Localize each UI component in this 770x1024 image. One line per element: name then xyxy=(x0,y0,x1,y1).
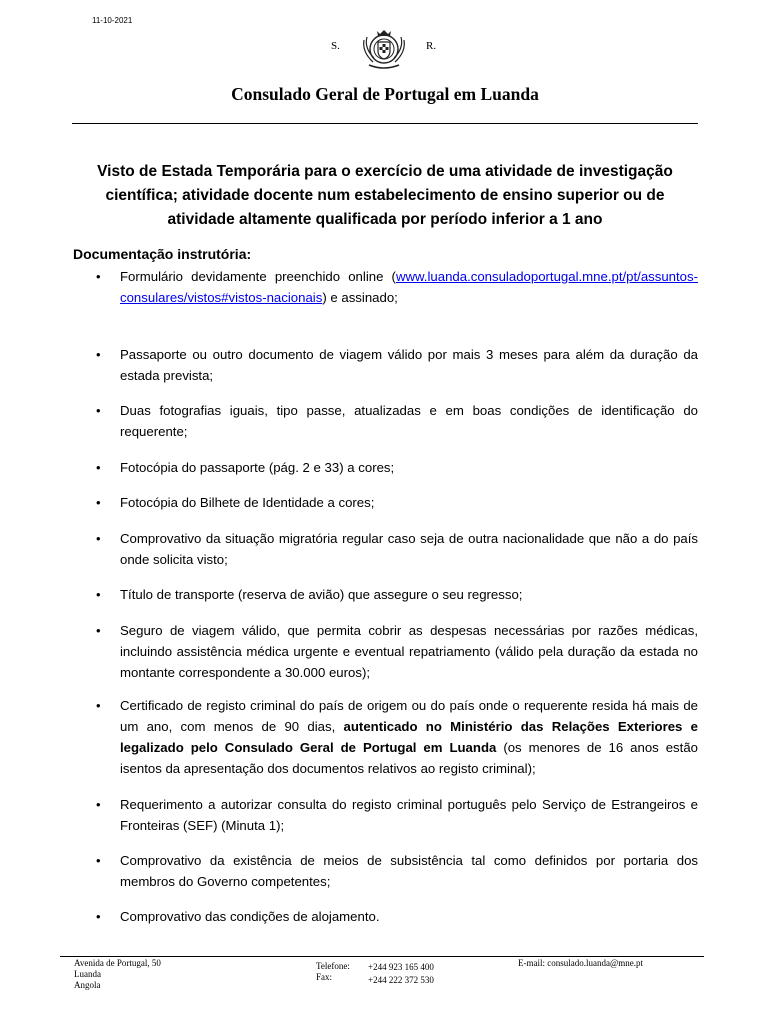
list-item-text: (os menores de 16 anos estão isentos da apresentação dos documentos relativos ao registo criminal); xyxy=(120,740,698,776)
bullet: • xyxy=(96,853,101,868)
list-item: Comprovativo das condições de alojamento. xyxy=(120,909,380,924)
document-title: Visto de Estada Temporária para o exercício de uma atividade de investigação científica; atividade docente num estabelecimento de ensino superior ou de atividade altamente qualificada por período inferior a 1 ano xyxy=(97,163,673,228)
bullet: • xyxy=(96,587,101,602)
bullet: • xyxy=(96,269,101,284)
list-item xyxy=(120,266,698,308)
list-item: Seguro de viagem válido, que permita cobrir as despesas necessárias por razões médicas, incluindo assistência médica urgente e eventual repatriamento (válido pela duração da estada no montante correspondente a 30.000 euros); xyxy=(120,623,698,680)
letterhead-left-letter: S. xyxy=(331,40,340,52)
list-item: Duas fotografias iguais, tipo passe, atualizadas e em boas condições de identificação do requerente; xyxy=(120,403,698,439)
footer-phone-numbers xyxy=(368,961,434,987)
bullet: • xyxy=(96,698,101,713)
bullet: • xyxy=(96,347,101,362)
footer-fax-label: Fax: xyxy=(316,972,333,982)
list-item: Fotocópia do passaporte (pág. 2 e 33) a cores; xyxy=(120,460,395,475)
footer-address-line: Luanda xyxy=(74,969,101,979)
list-item: Fotocópia do Bilhete de Identidade a cores; xyxy=(120,495,375,510)
bullet: • xyxy=(96,495,101,510)
section-heading: Documentação instrutória: xyxy=(73,246,252,262)
footer-address-line: Angola xyxy=(74,980,101,990)
list-item xyxy=(120,695,698,779)
document-date: 11-10-2021 xyxy=(92,16,133,25)
footer-phone: +244 923 165 400 xyxy=(368,962,434,972)
coat-of-arms-icon xyxy=(357,24,411,70)
list-item: Título de transporte (reserva de avião) que assegure o seu regresso; xyxy=(120,587,523,602)
bullet: • xyxy=(96,909,101,924)
list-item-emphasis: autenticado no Ministério das Relações Exteriores e legalizado pelo Consulado Geral de Portugal em Luanda xyxy=(120,719,698,755)
list-item: Passaporte ou outro documento de viagem válido por mais 3 meses para além da duração da estada prevista; xyxy=(120,347,698,383)
bullet: • xyxy=(96,531,101,546)
footer-phone-labels xyxy=(316,961,350,983)
list-item: Comprovativo da existência de meios de subsistência tal como definidos por portaria dos membros do Governo competentes; xyxy=(120,853,698,889)
letterhead-emblem xyxy=(0,24,770,70)
list-item-text: Certificado de registo criminal do país de origem ou do país onde o requerente resida há mais de um ano, com menos de 90 dias, xyxy=(120,698,698,734)
footer-email: E-mail: consulado.luanda@mne.pt xyxy=(518,958,644,968)
footer-fax: +244 222 372 530 xyxy=(368,975,434,985)
online-form-link[interactable]: www.luanda.consuladoportugal.mne.pt/pt/assuntos-consulares/vistos#vistos-nacionais xyxy=(120,269,698,305)
header-divider xyxy=(72,123,698,124)
footer-address xyxy=(74,958,161,991)
consulate-name: Consulado Geral de Portugal em Luanda xyxy=(231,84,539,104)
bullet: • xyxy=(96,403,101,418)
bullet: • xyxy=(96,623,101,638)
list-item: Requerimento a autorizar consulta do registo criminal português pelo Serviço de Estrangeiros e Fronteiras (SEF) (Minuta 1); xyxy=(120,797,698,833)
footer-address-line: Avenida de Portugal, 50 xyxy=(74,958,161,968)
footer-divider xyxy=(60,956,704,957)
list-item-text: Formulário devidamente preenchido online ( xyxy=(120,269,396,284)
footer-phone-label: Telefone: xyxy=(316,961,350,971)
bullet: • xyxy=(96,460,101,475)
bullet: • xyxy=(96,797,101,812)
list-item-text: ) e assinado; xyxy=(322,290,398,305)
list-item: Comprovativo da situação migratória regular caso seja de outra nacionalidade que não a do país onde solicita visto; xyxy=(120,531,698,567)
letterhead-right-letter: R. xyxy=(426,40,437,52)
